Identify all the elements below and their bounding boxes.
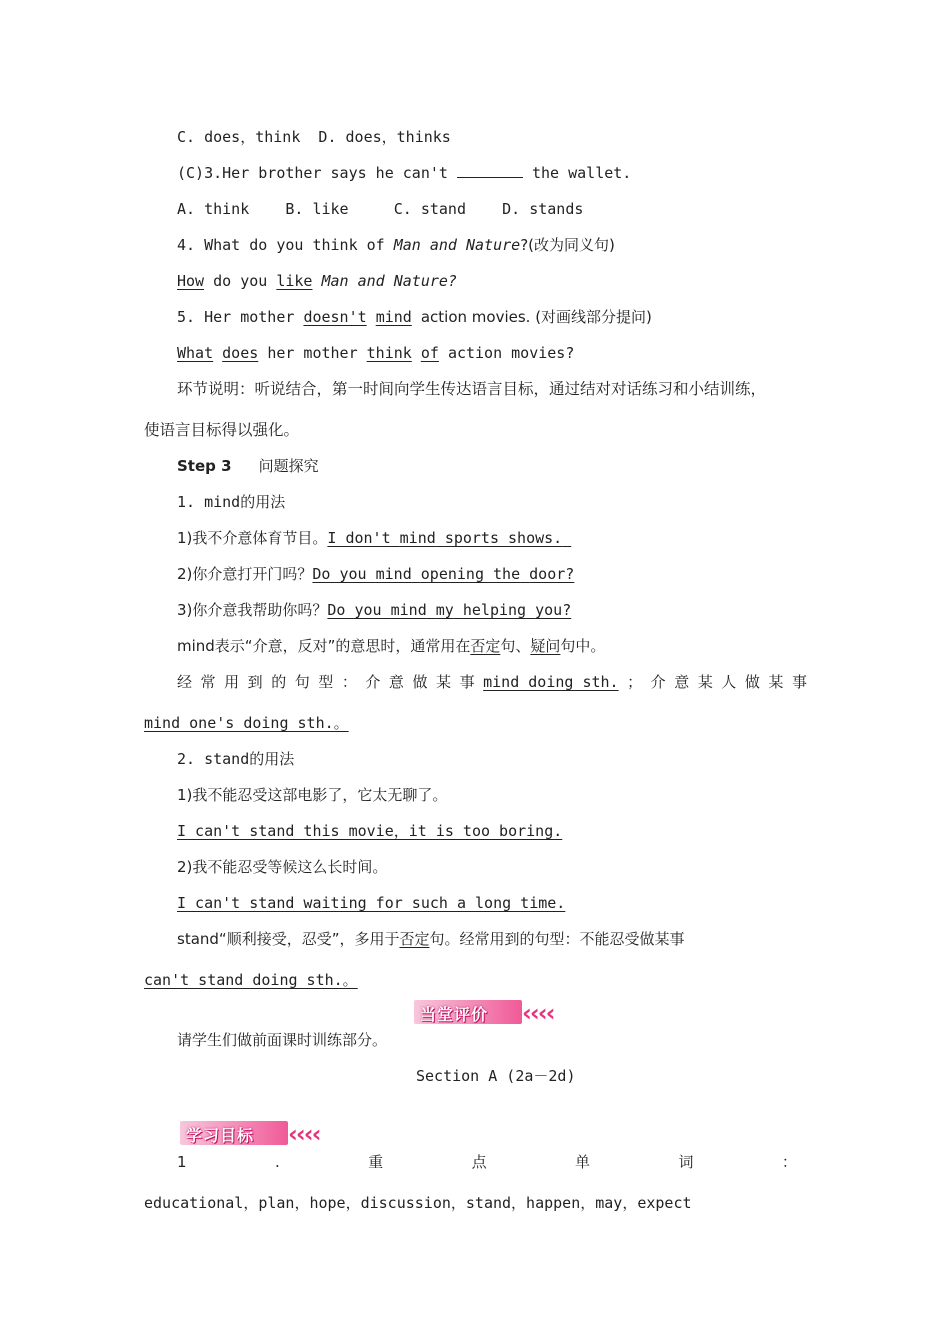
stand-example-1-english: I can't stand this movie，it is too boring.	[177, 822, 563, 840]
key-words: educational，plan，hope，discussion，stand，happen，may，expect	[144, 1194, 692, 1212]
stand-rule	[177, 929, 685, 949]
mind-usage-heading: 1. mind的用法	[177, 493, 286, 511]
question-5	[177, 307, 652, 327]
learning-goals-banner	[180, 1120, 350, 1148]
chevron-left-icon: ‹‹‹‹	[522, 999, 554, 1027]
banner-title: 当堂评价	[420, 1005, 489, 1024]
pattern-answer: mind doing sth.	[483, 673, 619, 691]
question-5-answer	[177, 343, 574, 363]
answer-word: like	[276, 272, 313, 290]
stand-example-2-chinese: 2)我不能忍受等候这么长时间。	[177, 858, 388, 876]
answer-text: her mother	[267, 344, 358, 362]
question-4	[177, 235, 615, 255]
section-title: Section A (2a－2d)	[416, 1067, 576, 1085]
question-3-stem: (C)3.Her brother says he can't	[177, 164, 448, 182]
section-note-line-2: 使语言目标得以强化。	[144, 421, 300, 439]
rule-text: 句中。	[560, 637, 606, 655]
rule-text: 句。经常用到的句型：不能忍受做某事	[429, 930, 685, 948]
answer-word: think	[366, 344, 412, 362]
question-3-suffix: the wallet.	[532, 164, 632, 182]
mind-example-1	[177, 528, 571, 548]
example-chinese: 2)你介意打开门吗？	[177, 565, 313, 583]
underlined-word: mind	[375, 308, 412, 326]
step-label: Step 3	[177, 457, 232, 475]
question-5-stem: 5. Her mother	[177, 308, 295, 326]
answer-word: What	[177, 344, 214, 362]
example-chinese: 1)我不介意体育节目。	[177, 529, 328, 547]
question-5-instruction: action movies. (对画线部分提问)	[420, 308, 652, 326]
rule-text: mind表示“介意，反对”的意思时，通常用在	[177, 637, 471, 655]
step-3-heading	[177, 456, 319, 476]
answer-word: How	[177, 272, 205, 290]
step-title: 问题探究	[258, 457, 319, 475]
underlined-word: doesn't	[303, 308, 367, 326]
mind-example-3	[177, 600, 571, 620]
answer-blank	[457, 163, 523, 178]
stand-example-1-chinese: 1)我不能忍受这部电影了，它太无聊了。	[177, 786, 448, 804]
example-english: Do you mind opening the door?	[312, 565, 575, 583]
example-english: I don't mind sports shows.	[327, 529, 563, 547]
question-4-instruction: ?(改为同义句)	[520, 236, 615, 254]
rule-answer: 否定	[399, 930, 430, 948]
answer-word: does	[222, 344, 259, 362]
answer-text: do you	[213, 272, 268, 290]
mind-pattern-2: mind one's doing sth.。	[144, 714, 349, 732]
section-note-line-1: 环节说明：听说结合，第一时间向学生传达语言目标，通过结对对话练习和小结训练，	[177, 380, 767, 398]
example-english: Do you mind my helping you?	[327, 601, 572, 619]
practice-note: 请学生们做前面课时训练部分。	[177, 1031, 388, 1049]
rule-answer: 疑问	[530, 637, 561, 655]
answer-title: Man and Nature?	[321, 272, 457, 290]
question-3	[177, 163, 631, 183]
mind-example-2	[177, 564, 574, 584]
mind-pattern-line: 经 常 用 到 的 句 型 ： 介 意 做 某 事 mind doing sth. ； 介 意 某 人 做 某 事	[177, 673, 807, 691]
question-4-answer	[177, 271, 457, 291]
example-chinese: 3)你介意我帮助你吗？	[177, 601, 328, 619]
stand-usage-heading: 2. stand的用法	[177, 750, 295, 768]
rule-text: 句、	[500, 637, 531, 655]
stand-example-2-english: I can't stand waiting for such a long time.	[177, 894, 566, 912]
class-evaluation-banner	[414, 999, 584, 1027]
goals-item-1: 1 . 重 点 单 词 ：	[177, 1153, 797, 1171]
mind-rule	[177, 636, 605, 656]
question-4-stem: 4. What do you think of	[177, 236, 385, 254]
question-3-options: A. think B. like C. stand D. stands	[177, 200, 584, 218]
question-2-options: C. does，think D. does，thinks	[177, 128, 451, 146]
answer-word: of	[420, 344, 439, 362]
banner-title: 学习目标	[186, 1126, 255, 1145]
question-4-title: Man and Nature	[393, 236, 521, 254]
stand-pattern: can't stand doing sth.。	[144, 971, 358, 989]
rule-answer: 否定	[470, 637, 501, 655]
answer-text: action movies?	[447, 344, 575, 362]
chevron-left-icon: ‹‹‹‹	[288, 1120, 320, 1148]
rule-text: stand“顺利接受，忍受”，多用于	[177, 930, 400, 948]
